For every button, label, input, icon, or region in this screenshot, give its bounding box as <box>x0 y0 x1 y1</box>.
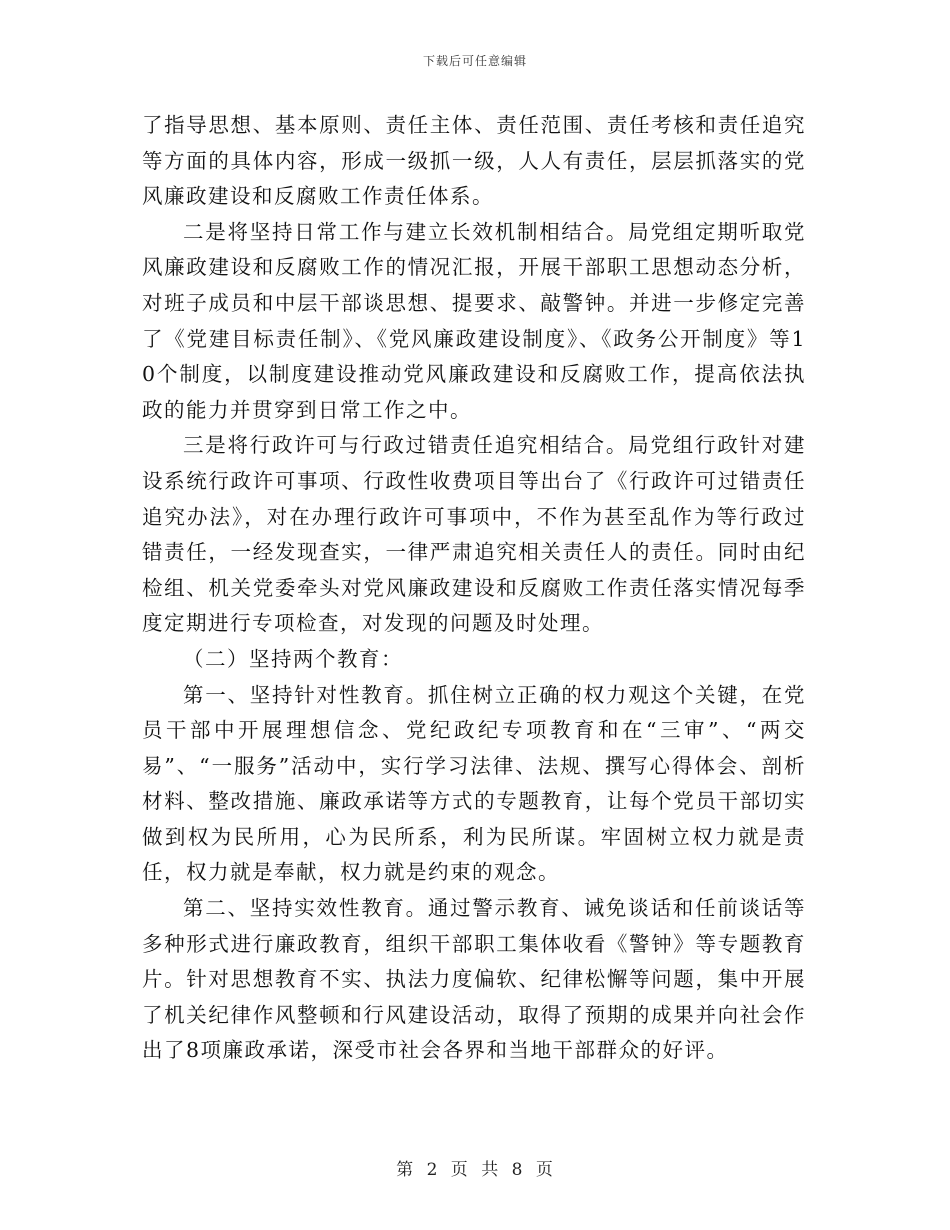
paragraph-daily-work: 二是将坚持日常工作与建立长效机制相结合。局党组定期听取党风廉政建设和反腐败工作的情况汇报，开展干部职工思想动态分析，对班子成员和中层干部谈思想、提要求、敲警钟。并进一步修定完善了《党建目标责任制》、《党风廉政建设制度》、《政务公开制度》等10个制度，以制度建设推动党风廉政建设和反腐败工作，提高依法执政的能力并贯穿到日常工作之中。 <box>142 219 806 422</box>
page-header-note: 下载后可任意编辑 <box>422 54 527 68</box>
paragraph-effective-education: 第二、坚持实效性教育。通过警示教育、诫免谈话和任前谈话等多种形式进行廉政教育，组织干部职工集体收看《警钟》等专题教育片。针对思想教育不实、执法力度偏软、纪律松懈等问题，集中开展了机关纪律作风整顿和行风建设活动，取得了预期的成果并向社会作出了8项廉政承诺，深受市社会各界和当地干部群众的好评。 <box>142 896 806 1063</box>
paragraph-admin-license: 三是将行政许可与行政过错责任追究相结合。局党组行政针对建设系统行政许可事项、行政性收费项目等出台了《行政许可过错责任追究办法》，对在办理行政许可事项中，不作为甚至乱作为等行政过错责任，一经发现查实，一律严肃追究相关责任人的责任。同时由纪检组、机关党委牵头对党风廉政建设和反腐败工作责任落实情况每季度定期进行专项检查，对发现的问题及时处理。 <box>142 433 806 636</box>
section-heading-two-educations: （二）坚持两个教育： <box>183 646 403 671</box>
paragraph-continuation: 了指导思想、基本原则、责任主体、责任范围、责任考核和责任追究等方面的具体内容，形成一级抓一级，人人有责任，层层抓落实的党风廉政建设和反腐败工作责任体系。 <box>142 113 806 209</box>
paragraph-targeted-education: 第一、坚持针对性教育。抓住树立正确的权力观这个关键，在党员干部中开展理想信念、党纪政纪专项教育和在“三审”、“两交易”、“一服务”活动中，实行学习法律、法规、撰写心得体会、剖析材料、整改措施、廉政承诺等方式的专题教育，让每个党员干部切实做到权为民所用，心为民所系，利为民所谋。牢固树立权力就是责任，权力就是奉献，权力就是约束的观念。 <box>142 682 806 885</box>
document-body <box>142 108 806 1069</box>
page-number-footer: 第 2 页 共 8 页 <box>396 1160 554 1180</box>
